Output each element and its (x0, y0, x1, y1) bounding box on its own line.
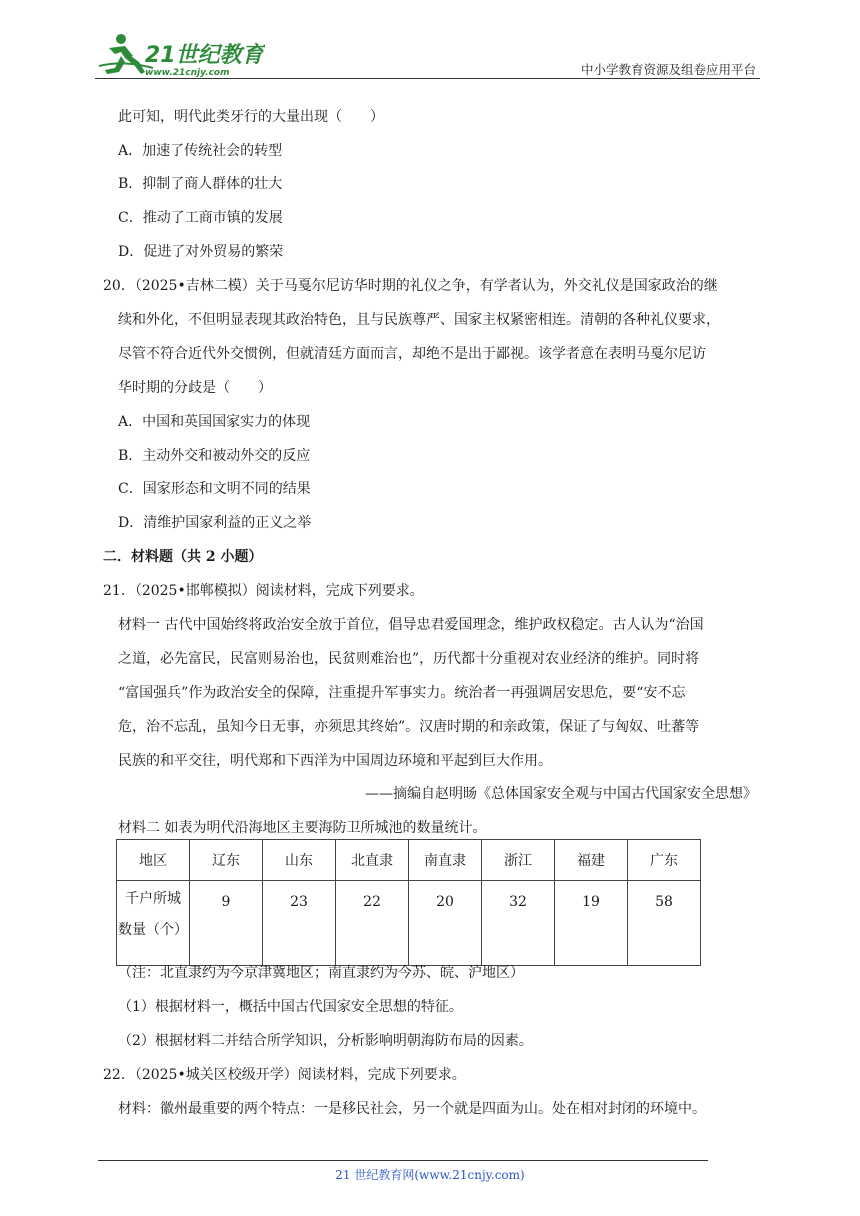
page-header (95, 30, 760, 82)
table-header-cell: 辽东 (190, 840, 263, 881)
table-header-cell: 浙江 (482, 840, 555, 881)
table-cell: 58 (628, 881, 701, 966)
footer-link[interactable]: 21 世纪教育网(www.21cnjy.com) (335, 1168, 525, 1182)
table-cell: 23 (263, 881, 336, 966)
row-label-line-1: 千户所城 (125, 891, 181, 907)
table-header-cell: 北直隶 (336, 840, 409, 881)
q21-material1-line-2: 之道，必先富民，民富则易治也，民贫则难治也”，历代都十分重视对农业经济的维护。同时将 (118, 651, 700, 667)
section-2-title: 二．材料题（共 2 小题） (103, 549, 263, 565)
table-header-cell: 山东 (263, 840, 336, 881)
q20-option-d: D．清维护国家利益的正义之举 (118, 515, 312, 531)
table-cell: 9 (190, 881, 263, 966)
q21-stem: 21．（2025•邯郸模拟）阅读材料，完成下列要求。 (103, 583, 424, 599)
q21-material1-source: ——摘编自赵明旸《总体国家安全观与中国古代国家安全思想》 (365, 786, 757, 802)
q22-material: 材料：徽州最重要的两个特点：一是移民社会，另一个就是四面为山。处在相对封闭的环境中。 (118, 1101, 706, 1117)
table-row (117, 881, 701, 966)
q19-option-d: D．促进了对外贸易的繁荣 (118, 244, 284, 260)
q21-material1-line-1: 材料一 古代中国始终将政治安全放于首位，倡导忠君爱国理念，维护政权稳定。古人认为“治国 (118, 617, 704, 633)
q22-stem: 22．（2025•城关区校级开学）阅读材料，完成下列要求。 (103, 1067, 466, 1083)
q20-stem-line-2: 续和外化，不但明显表现其政治特色，且与民族尊严、国家主权紧密相连。清朝的各种礼仪要求， (118, 312, 720, 328)
row-label-line-2: 数量（个） (118, 922, 188, 938)
q20-option-a: A．中国和英国国家实力的体现 (118, 414, 311, 430)
svg-text:21世纪教育: 21世纪教育 (145, 43, 264, 68)
q20-option-b: B．主动外交和被动外交的反应 (118, 448, 311, 464)
table-cell: 20 (409, 881, 482, 966)
table-header-cell: 南直隶 (409, 840, 482, 881)
q20-option-c: C．国家形态和文明不同的结果 (118, 481, 311, 497)
q19-option-b: B．抑制了商人群体的壮大 (118, 176, 283, 192)
q21-question-1: （1）根据材料一，概括中国古代国家安全思想的特征。 (118, 999, 463, 1015)
q19-stem-tail: 此可知，明代此类牙行的大量出现（ ） (118, 109, 384, 125)
q19-option-a: A．加速了传统社会的转型 (118, 143, 283, 159)
q19-option-c: C．推动了工商市镇的发展 (118, 210, 283, 226)
table-cell: 32 (482, 881, 555, 966)
table-cell: 22 (336, 881, 409, 966)
q21-material1-line-4: 危，治不忘乱，虽知今日无事，亦须思其终始”。汉唐时期的和亲政策，保证了与匈奴、吐蕃等 (118, 719, 700, 735)
q21-material2-intro: 材料二 如表为明代沿海地区主要海防卫所城池的数量统计。 (118, 820, 487, 836)
footer-divider (98, 1160, 708, 1161)
defense-city-table (116, 839, 701, 966)
header-divider (95, 78, 760, 79)
table-cell: 19 (555, 881, 628, 966)
logo-21cnjy (95, 30, 265, 80)
q20-stem-line-3: 尽管不符合近代外交惯例，但就清廷方面而言，却绝不是出于鄙视。该学者意在表明马戛尔尼访 (118, 346, 706, 362)
table-header-cell: 广东 (628, 840, 701, 881)
q21-material1-line-5: 民族的和平交往，明代郑和下西洋为中国周边环境和平起到巨大作用。 (118, 753, 552, 769)
q20-stem-line-1: 20．（2025•吉林二模）关于马戛尔尼访华时期的礼仪之争，有学者认为，外交礼仪是国家政治的继 (103, 278, 718, 294)
q20-stem-line-4: 华时期的分歧是（ ） (118, 380, 272, 396)
q21-table-note: （注：北直隶约为今京津冀地区；南直隶约为今苏、皖、沪地区） (118, 965, 524, 981)
table-header-cell: 福建 (555, 840, 628, 881)
header-platform-text: 中小学教育资源及组卷应用平台 (580, 62, 756, 77)
svg-text:www.21cnjy.com: www.21cnjy.com (145, 68, 230, 78)
table-header-cell: 地区 (117, 840, 190, 881)
q21-material1-line-3: “富国强兵”作为政治安全的保障，注重提升军事实力。统治者一再强调居安思危，要“安不忘 (118, 685, 686, 701)
table-row-label (117, 881, 190, 966)
table-header-row (117, 840, 701, 881)
q21-question-2: （2）根据材料二并结合所学知识，分析影响明朝海防布局的因素。 (118, 1033, 533, 1049)
